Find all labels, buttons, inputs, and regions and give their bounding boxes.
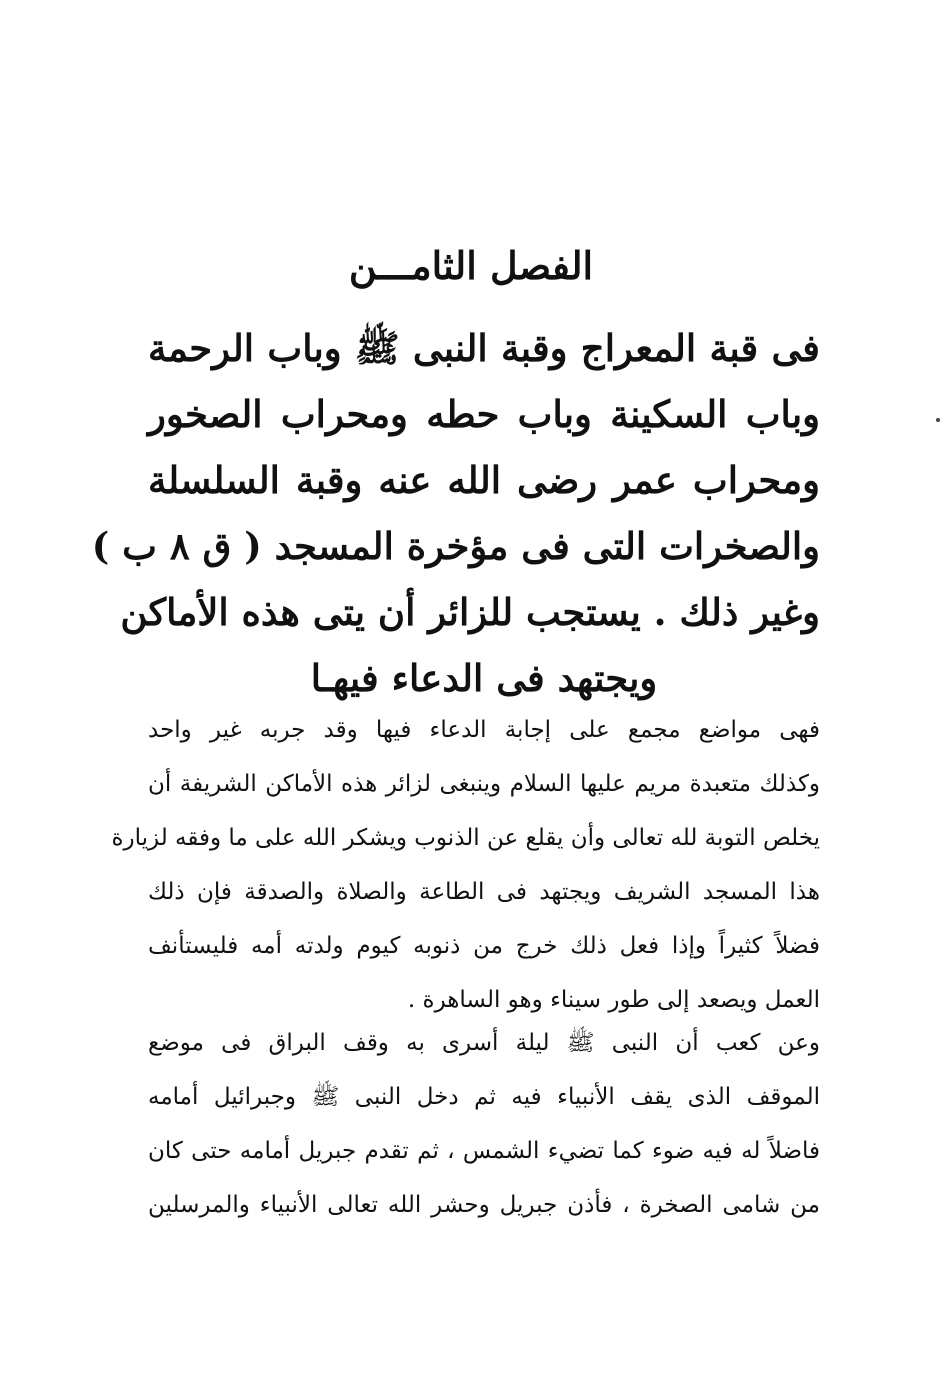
body-line: فضلاً كثيراً وإذا فعل ذلك خرج من ذنوبه كيوم ولدته أمه فليستأنف (148, 933, 820, 959)
body-paragraph-2 (148, 1016, 820, 1232)
body-line: من شامى الصخرة ، فأذن جبريل وحشر الله تعالى الأنبياء والمرسلين (148, 1192, 820, 1218)
body-line: فاضلاً له فيه ضوء كما تضيء الشمس ، ثم تقدم جبريل أمامه حتى كان (148, 1138, 820, 1164)
body-paragraph-1 (111, 703, 820, 1027)
body-line: هذا المسجد الشريف ويجتهد فى الطاعة والصلاة والصدقة فإن ذلك (148, 879, 820, 905)
body-line: وكذلك متعبدة مريم عليها السلام وينبغى لزائر هذه الأماكن الشريفة أن (148, 771, 820, 797)
chapter-heading (91, 315, 820, 711)
heading-line: والصخرات التى فى مؤخرة المسجد ( ق ٨ ب ) (91, 524, 820, 568)
body-line: الموقف الذى يقف الأنبياء فيه ثم دخل النبى ﷺ وجبرائيل أمامه (148, 1084, 820, 1110)
heading-line: ومحراب عمر رضى الله عنه وقبة السلسلة (148, 458, 820, 502)
heading-line: وغير ذلك . يستجب للزائر أن يتى هذه الأماكن (120, 590, 820, 634)
heading-line: فى قبة المعراج وقبة النبى ﷺ وباب الرحمة (148, 326, 820, 370)
scan-speck (936, 418, 940, 422)
body-line: فهى مواضع مجمع على إجابة الدعاء فيها وقد جربه غير واحد (148, 717, 820, 743)
body-line: يخلص التوبة لله تعالى وأن يقلع عن الذنوب ويشكر الله على ما وفقه لزيارة (111, 825, 820, 851)
body-line: العمل ويصعد إلى طور سيناء وهو الساهرة . (407, 987, 820, 1013)
heading-line: وباب السكينة وباب حطه ومحراب الصخور (148, 392, 820, 436)
chapter-title: الفصل الثامـــن (348, 243, 594, 288)
body-line: وعن كعب أن النبى ﷺ ليلة أسرى به وقف البراق فى موضع (148, 1030, 820, 1056)
heading-line: ويجتهد فى الدعاء فيهـا (310, 656, 658, 700)
